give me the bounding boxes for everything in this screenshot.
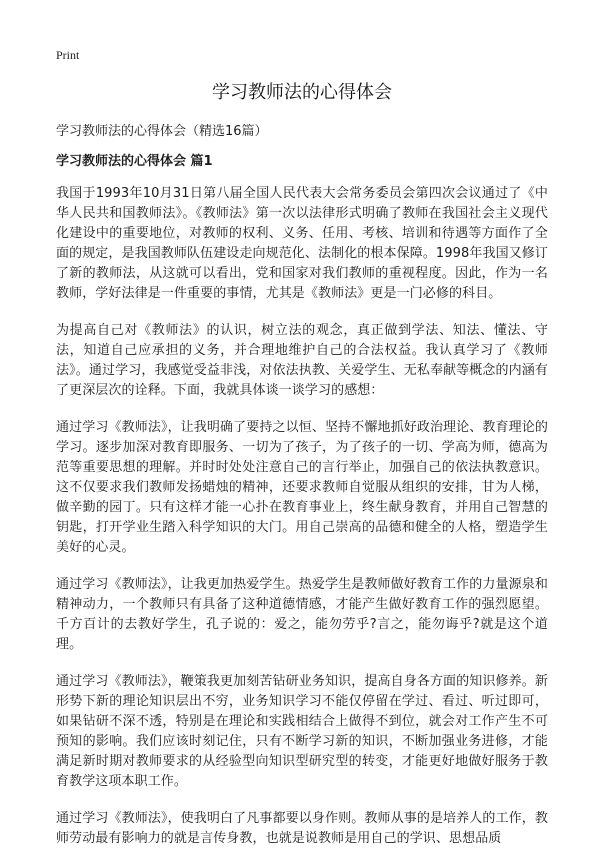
- print-link[interactable]: Print: [56, 48, 80, 62]
- paragraph: 通过学习《教师法》，让我明确了要持之以恒、坚持不懈地抓好政治理论、教育理论的学习。逐步加深对教育即服务、一切为了孩子，为了孩子的一切、学高为师，德高为范等重要思想的理解。并时时处处注意自己的言行举止，加强自己的依法执教意识。这不仅要求我们教师发扬蜡烛的精神，还要求教师自觉服从组织的安排，甘为人梯，做辛勤的园丁。只有这样才能一心扑在教育事业上，终生献身教育，并用自己智慧的钥匙，打开学业生踏入科学知识的大门。用自己崇高的品德和健全的人格，塑造学生美好的心灵。: [56, 420, 548, 555]
- paragraph: 通过学习《教师法》，使我明白了凡事都要以身作则。教师从事的是培养人的工作，教师劳动最有影响力的就是言传身教，也就是说教师是用自己的学识、思想品质: [56, 811, 548, 846]
- section-heading: 学习教师法的心得体会 篇1: [56, 154, 213, 169]
- paragraph: 通过学习《教师法》，让我更加热爱学生。热爱学生是教师做好教育工作的力量源泉和精神动力，一个教师只有具备了这种道德情感，才能产生做好教育工作的强烈愿望。千方百计的去教好学生，孔子说的：爱之，能勿劳乎?言之，能勿诲乎?就是这个道理。: [56, 577, 548, 652]
- paragraph: 我国于1993年10月31日第八届全国人民代表大会常务委员会第四次会议通过了《中华人民共和国教师法》。《教师法》第一次以法律形式明确了教师在我国社会主义现代化建设中的重要地位，对教师的权利、义务、任用、考核、培训和待遇等方面作了全面的规定，是我国教师队伍建设走向规范化、法制化的根本保障。1998年我国又修订了新的教师法，从这就可以看出，党和国家对我们教师的重视程度。因此，作为一名教师，学好法律是一件重要的事情，尤其是《教师法》更是一门必修的科目。: [56, 186, 548, 301]
- page-title: 学习教师法的心得体会: [212, 82, 392, 103]
- document-subtitle: 学习教师法的心得体会（精选16篇）: [56, 124, 268, 139]
- paragraph: 为提高自己对《教师法》的认识，树立法的观念，真正做到学法、知法、懂法、守法，知道自己应承担的义务，并合理地维护自己的合法权益。我认真学习了《教师法》。通过学习，我感觉受益非浅，对依法执教、关爱学生、无私奉献等概念的内涵有了更深层次的诠释。下面，我就具体谈一谈学习的感想：: [56, 323, 548, 398]
- article-body: [56, 184, 548, 849]
- paragraph: 通过学习《教师法》，鞭策我更加刻苦钻研业务知识，提高自身各方面的知识修养。新形势下新的理论知识层出不穷，业务知识学习不能仅停留在学过、看过、听过即可，如果钻研不深不透，特别是在理论和实践相结合上做得不到位，就会对工作产生不可预知的影响。我们应该时刻记住，只有不断学习新的知识，不断加强业务进修，才能满足新时期对教师要求的从经验型向知识型研究型的转变，才能更好地做好服务于教育教学这项本职工作。: [56, 674, 548, 789]
